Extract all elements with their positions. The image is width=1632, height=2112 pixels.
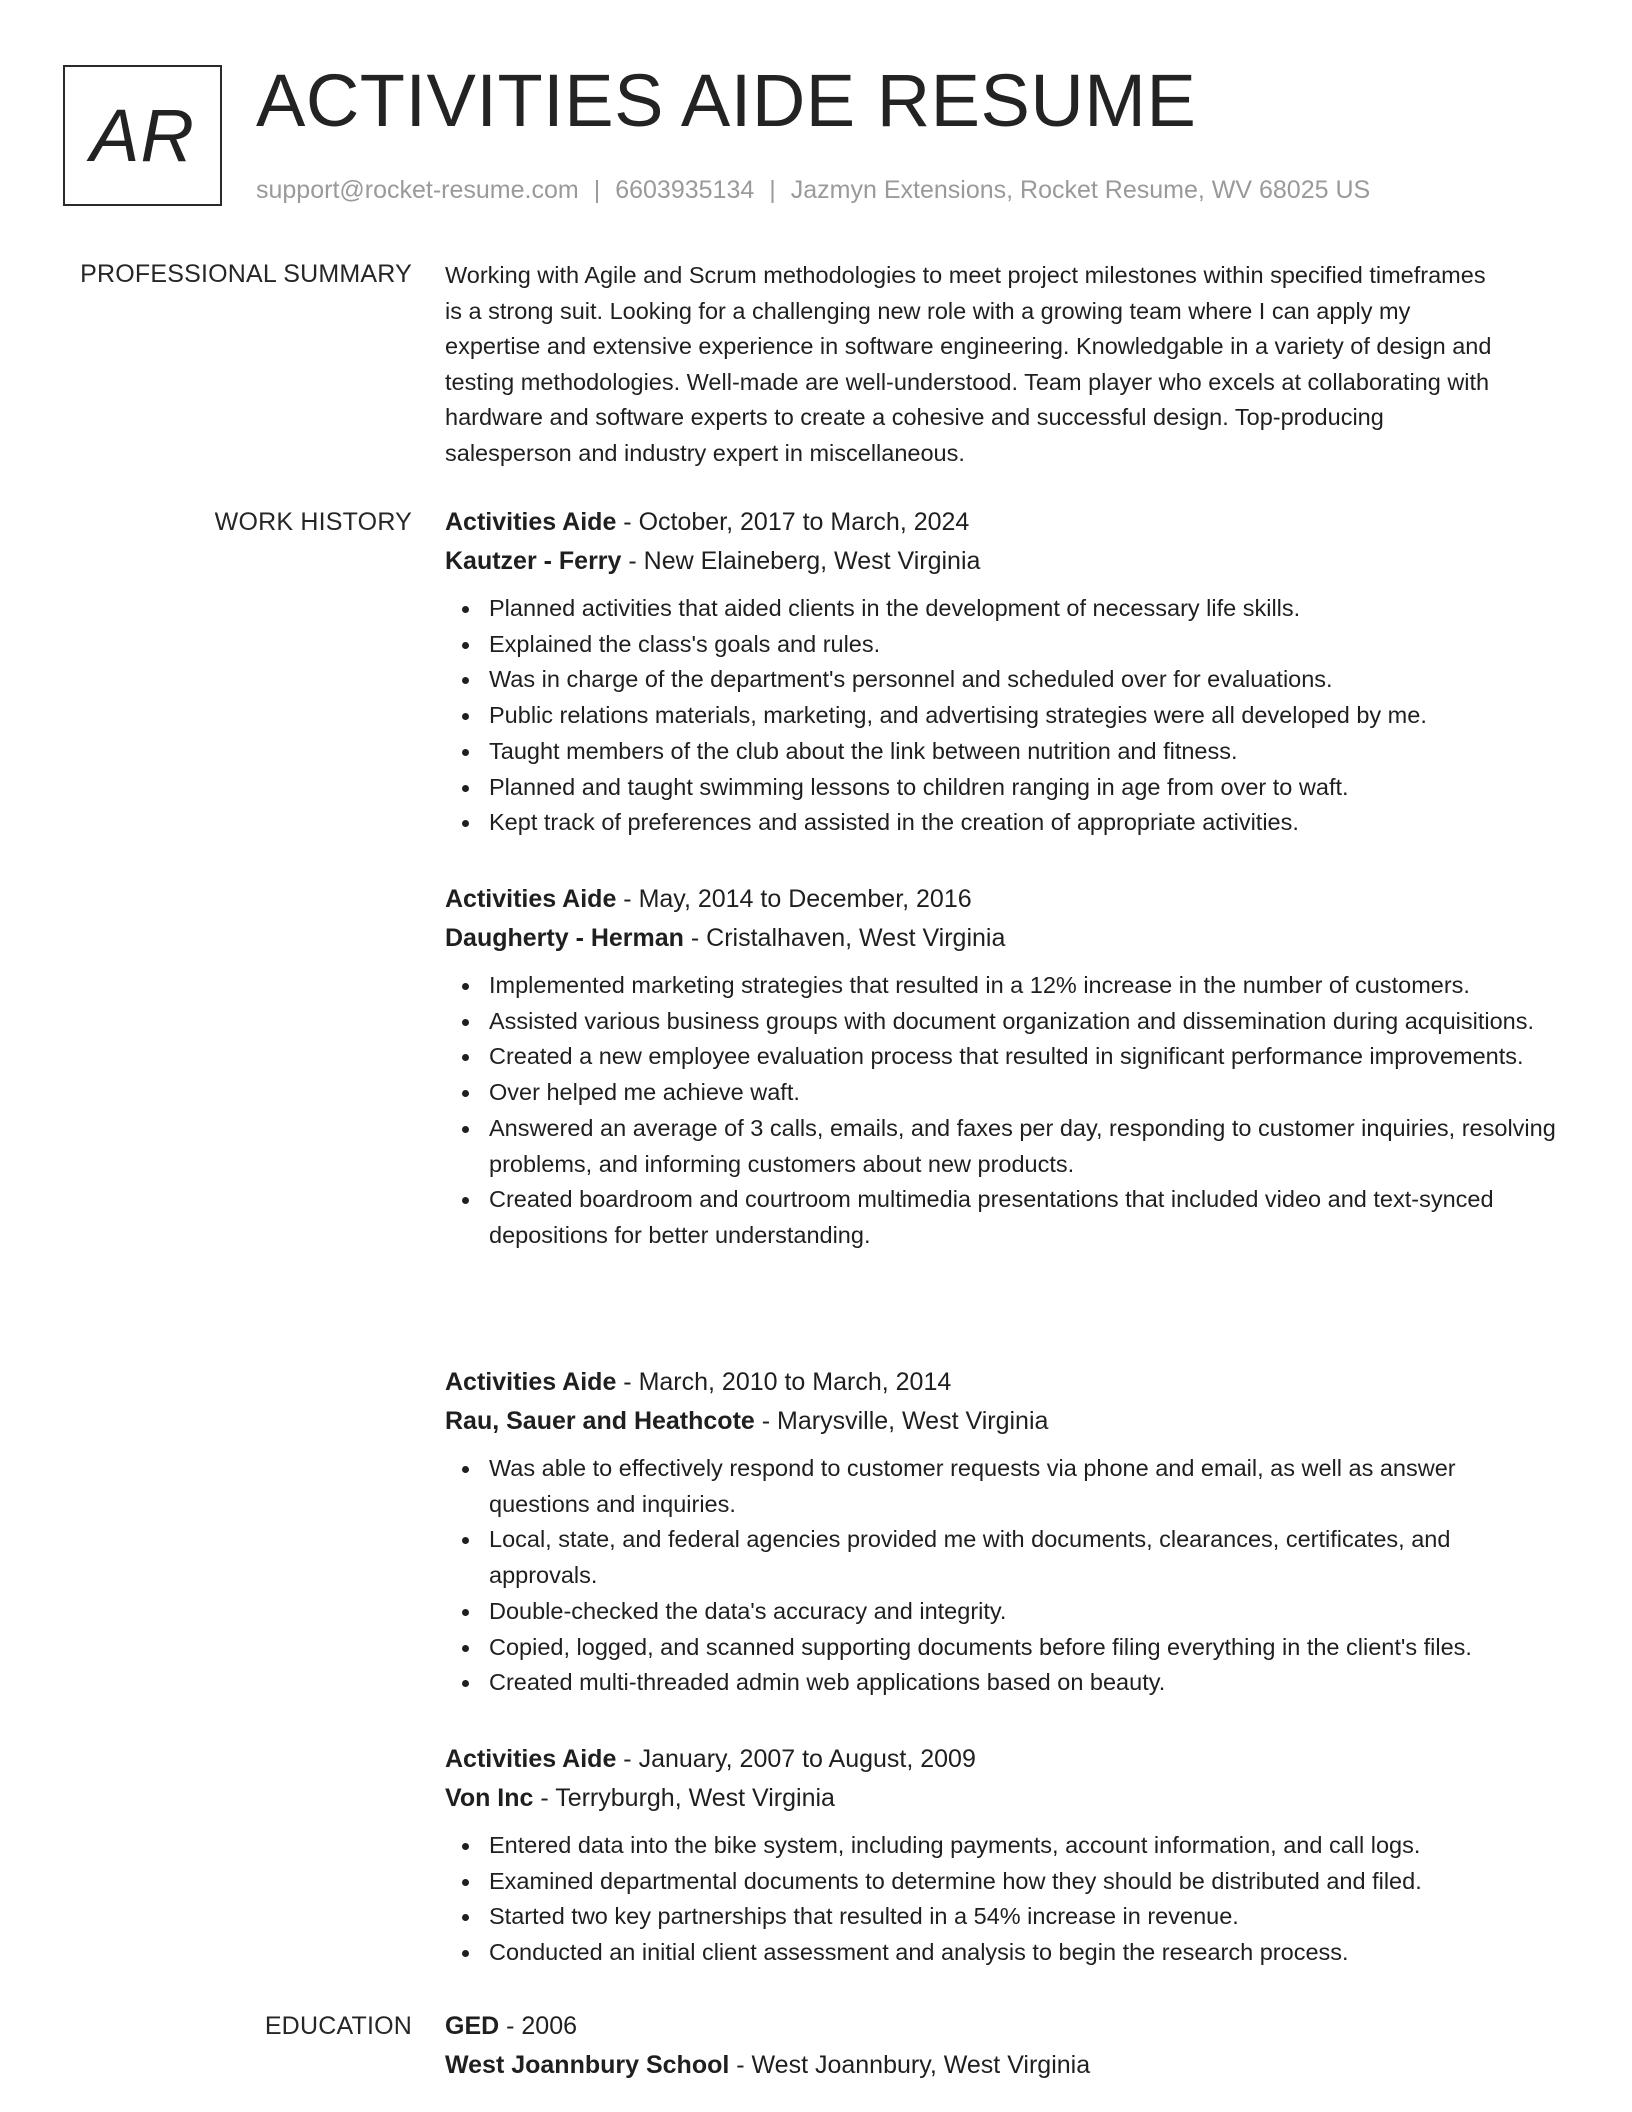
education-year: - 2006: [499, 2012, 578, 2040]
job-company: Von Inc: [445, 1784, 534, 1812]
bullet-item: Explained the class's goals and rules.: [445, 627, 1560, 663]
job-entry: [445, 880, 1560, 1254]
bullet-item: Examined departmental documents to determine how they should be distributed and filed.: [445, 1864, 1560, 1900]
bullet-item: Created boardroom and courtroom multimedia presentations that included video and text-synced depositions for better understanding.: [445, 1182, 1560, 1253]
bullet-item: Public relations materials, marketing, and advertising strategies were all developed by me.: [445, 698, 1560, 734]
bullet-item: Taught members of the club about the link between nutrition and fitness.: [445, 734, 1560, 770]
job-company-line: [445, 1402, 1560, 1441]
job-entry: [445, 1363, 1560, 1701]
bullet-item: Local, state, and federal agencies provided me with documents, clearances, certificates, and approvals.: [445, 1522, 1560, 1593]
section-label-education: EDUCATION: [264, 2012, 412, 2040]
job-title: Activities Aide: [445, 885, 617, 913]
job-location: - Cristalhaven, West Virginia: [683, 924, 1006, 952]
job-title-line: [445, 1740, 1560, 1779]
summary-line: testing methodologies. Well-made are well-understood. Team player who excels at collaborating with: [445, 368, 1490, 395]
job-title: Activities Aide: [445, 508, 617, 536]
job-dates: - January, 2007 to August, 2009: [616, 1745, 976, 1773]
bullet-item: Implemented marketing strategies that resulted in a 12% increase in the number of customers.: [445, 968, 1560, 1004]
job-entry: [445, 1740, 1560, 1971]
contact-separator: |: [593, 176, 601, 204]
job-bullets: [445, 1451, 1560, 1701]
contact-phone: 6603935134: [615, 176, 755, 204]
job-dates: - October, 2017 to March, 2024: [616, 508, 970, 536]
contact-separator: |: [769, 176, 776, 204]
education-degree-line: [445, 2007, 1560, 2046]
bullet-item: Created a new employee evaluation process that resulted in significant performance improvements.: [445, 1039, 1560, 1075]
bullet-item: Planned activities that aided clients in the development of necessary life skills.: [445, 591, 1560, 627]
bullet-item: Planned and taught swimming lessons to children ranging in age from over to waft.: [445, 770, 1560, 806]
section-label-summary: PROFESSIONAL SUMMARY: [80, 260, 412, 288]
summary-line: salesperson and industry expert in miscellaneous.: [445, 439, 965, 466]
job-title-line: [445, 1363, 1560, 1402]
section-label-work-history: WORK HISTORY: [214, 508, 412, 536]
bullet-item: Copied, logged, and scanned supporting documents before filing everything in the client's files.: [445, 1630, 1560, 1666]
job-location: - Marysville, West Virginia: [754, 1407, 1049, 1435]
bullet-item: Entered data into the bike system, including payments, account information, and call logs.: [445, 1828, 1560, 1864]
job-company-line: [445, 542, 1560, 581]
education-location: - West Joannbury, West Virginia: [729, 2051, 1091, 2079]
resume-title: ACTIVITIES AIDE RESUME: [256, 59, 1197, 142]
job-bullets: [445, 1828, 1560, 1971]
job-bullets: [445, 968, 1560, 1254]
summary-line: hardware and software experts to create a cohesive and successful design. Top-producing: [445, 404, 1384, 430]
job-location: - Terryburgh, West Virginia: [533, 1784, 835, 1812]
summary-line: Working with Agile and Scrum methodologies to meet project milestones within specified timeframes: [445, 262, 1486, 288]
summary-line: expertise and extensive experience in software engineering. Knowledgable in a variety of design and: [445, 333, 1492, 359]
contact-email: support@rocket-resume.com: [256, 176, 579, 204]
job-company: Daugherty - Herman: [445, 924, 684, 952]
bullet-item: Answered an average of 3 calls, emails, and faxes per day, responding to customer inquiries, resolving problems, and informing customers about new products.: [445, 1111, 1560, 1182]
bullet-item: Double-checked the data's accuracy and integrity.: [445, 1594, 1560, 1630]
bullet-item: Over helped me achieve waft.: [445, 1075, 1560, 1111]
summary-text: [445, 258, 1560, 471]
education-school: West Joannbury School: [445, 2051, 730, 2079]
contact-address: Jazmyn Extensions, Rocket Resume, WV 68025 US: [790, 176, 1371, 204]
bullet-item: Kept track of preferences and assisted in the creation of appropriate activities.: [445, 805, 1560, 841]
job-title: Activities Aide: [445, 1368, 617, 1396]
bullet-item: Was able to effectively respond to customer requests via phone and email, as well as answer questions and inquiries.: [445, 1451, 1560, 1522]
bullet-item: Was in charge of the department's personnel and scheduled over for evaluations.: [445, 662, 1560, 698]
job-bullets: [445, 591, 1560, 841]
job-entry: [445, 503, 1560, 841]
bullet-item: Started two key partnerships that resulted in a 54% increase in revenue.: [445, 1899, 1560, 1935]
bullet-item: Assisted various business groups with document organization and dissemination during acquisitions.: [445, 1004, 1560, 1040]
job-company-line: [445, 1779, 1560, 1818]
monogram-initials: AR: [90, 94, 195, 177]
job-company-line: [445, 919, 1560, 958]
job-company: Rau, Sauer and Heathcote: [445, 1407, 755, 1435]
job-title-line: [445, 880, 1560, 919]
summary-block: [445, 258, 1560, 471]
education-school-line: [445, 2046, 1560, 2085]
summary-line: is a strong suit. Looking for a challenging new role with a growing team where I can apply my: [445, 297, 1411, 324]
job-location: - New Elaineberg, West Virginia: [621, 547, 981, 575]
job-dates: - May, 2014 to December, 2016: [616, 885, 972, 913]
monogram-box: [63, 65, 222, 206]
job-company: Kautzer - Ferry: [445, 547, 622, 575]
bullet-item: Created multi-threaded admin web applications based on beauty.: [445, 1665, 1560, 1701]
contact-line: [256, 174, 1370, 206]
education-degree: GED: [445, 2012, 500, 2040]
education-entry: [445, 2007, 1560, 2085]
bullet-item: Conducted an initial client assessment and analysis to begin the research process.: [445, 1935, 1560, 1971]
job-title-line: [445, 503, 1560, 542]
job-title: Activities Aide: [445, 1745, 617, 1773]
job-dates: - March, 2010 to March, 2014: [616, 1368, 952, 1396]
